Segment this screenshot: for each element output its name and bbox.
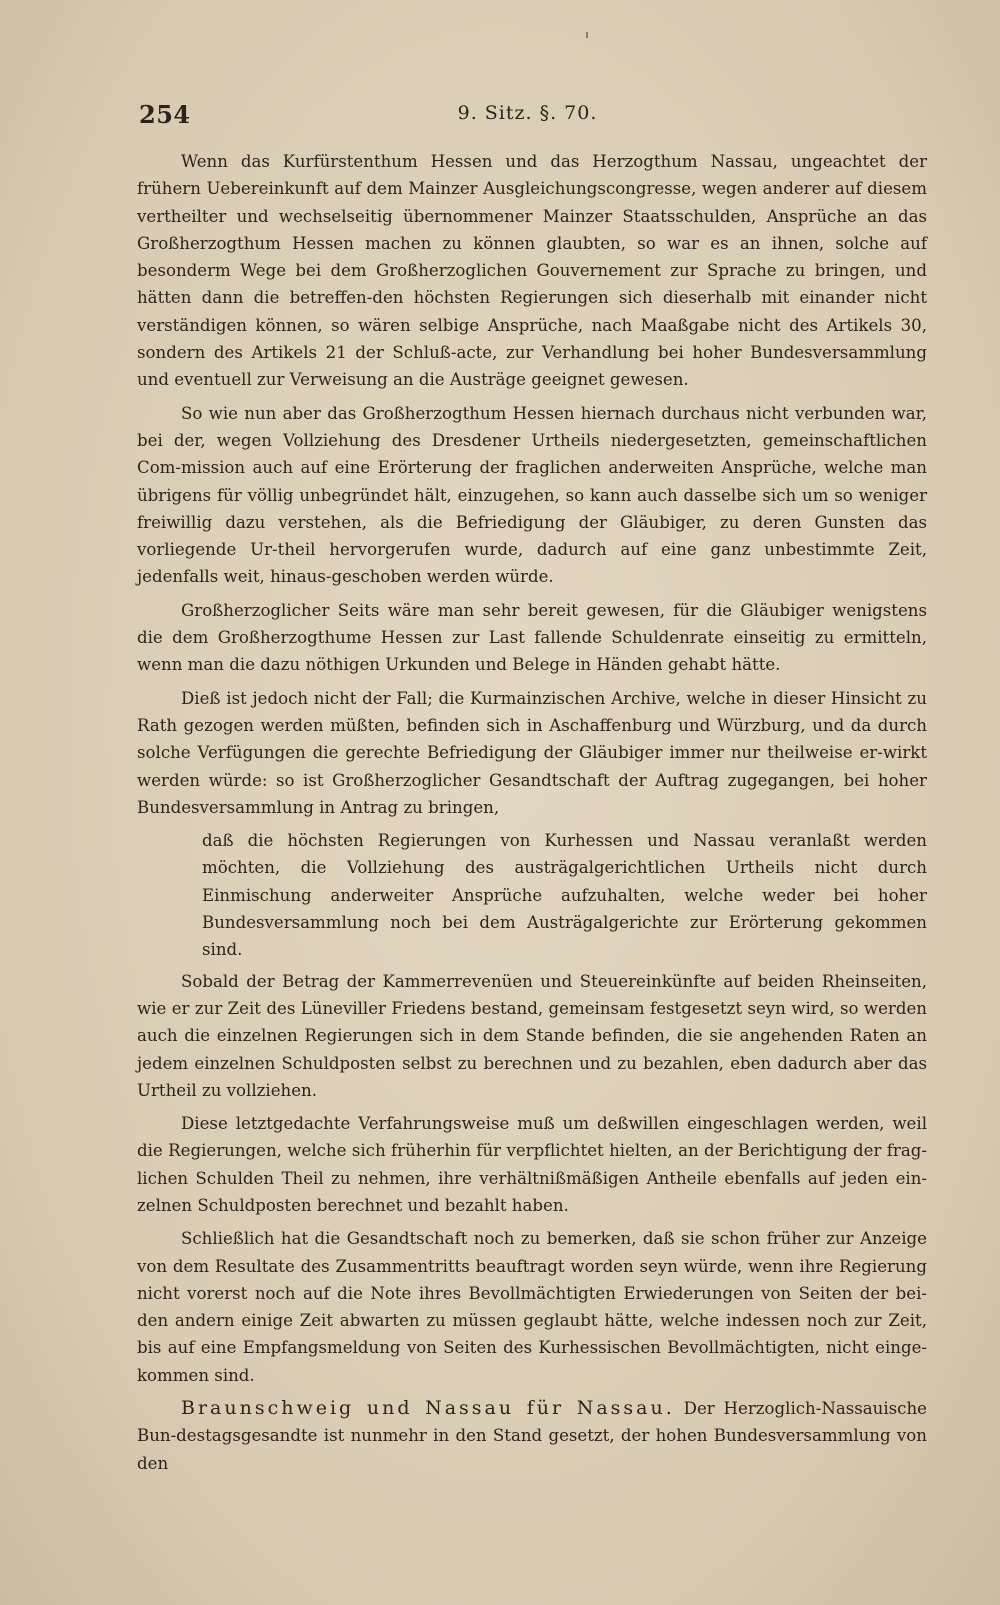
paragraph: Dieß ist jedoch nicht der Fall; die Kurmainzischen Archive, welche in dieser Hinsicht zu Rath gezogen werden müßten, befinden sich in Aschaffenburg und Würzburg, und da durch solche Verfügungen die gerechte Befriedigung der Gläubiger immer nur theilweise er-wirkt werden würde: so ist Großherzoglicher Gesandtschaft der Auftrag zugegangen, bei hoher Bundesversammlung in Antrag zu bringen,	[137, 688, 927, 817]
paragraph-text: Der Herzoglich-Nassauische Bun-destagsgesandte ist nunmehr in den Stand gesetzt, der hohen Bundesversammlung von den	[137, 1399, 927, 1473]
paragraph-last	[137, 1395, 927, 1477]
paragraph: Schließlich hat die Gesandtschaft noch zu bemerken, daß sie schon früher zur Anzeige von dem Resultate des Zusammentritts beauftragt worden seyn würde, wenn ihre Regierung nicht vorerst noch auf die Note ihres Bevollmächtigten Erwiederungen von Seiten der bei-den andern einige Zeit abwarten zu müssen geglaubt hätte, welche indessen noch zur Zeit, bis auf eine Empfangsmeldung von Seiten des Kurhessischen Bevollmächtigten, nicht einge-kommen sind.	[137, 1229, 927, 1385]
paragraph: Diese letztgedachte Verfahrungsweise muß um deßwillen eingeschlagen werden, weil die Regierungen, welche sich früherhin für verpflichtet hielten, an der Berichtigung der frag-lichen Schulden Theil zu nehmen, ihre verhältnißmäßigen Antheile ebenfalls auf jeden ein-zelnen Schuldposten berechnet und bezahlt haben.	[137, 1114, 927, 1215]
margin-mark	[586, 32, 588, 38]
paragraph: Wenn das Kurfürstenthum Hessen und das Herzogthum Nassau, ungeachtet der frühern Uebereinkunft auf dem Mainzer Ausgleichungscongresse, wegen anderer auf diesem vertheilter und wechselseitig übernommener Mainzer Staatsschulden, Ansprüche an das Großherzogthum Hessen machen zu können glaubten, so war es an ihnen, solche auf besonderm Wege bei dem Großherzoglichen Gouvernement zur Sprache zu bringen, und hätten dann die betreffen-den höchsten Regierungen sich dieserhalb mit einander nicht verständigen können, so wären selbige Ansprüche, nach Maaßgabe nicht des Artikels 30, sondern des Artikels 21 der Schluß-acte, zur Verhandlung bei hoher Bundesversammlung und eventuell zur Verweisung an die Austräge geeignet gewesen.	[137, 152, 927, 390]
section-heading: Braunschweig und Nassau für Nassau.	[181, 1397, 675, 1420]
paragraph: Sobald der Betrag der Kammerrevenüen und Steuereinkünfte auf beiden Rheinseiten, wie er zur Zeit des Lüneviller Friedens bestand, gemeinsam festgesetzt seyn wird, so werden auch die einzelnen Regierungen sich in dem Stande befinden, die sie angehenden Raten an jedem einzelnen Schuldposten selbst zu berechnen und zu bezahlen, eben dadurch aber das Urtheil zu vollziehen.	[137, 971, 927, 1100]
paragraph: So wie nun aber das Großherzogthum Hessen hiernach durchaus nicht verbunden war, bei der, wegen Vollziehung des Dresdener Urtheils niedergesetzten, gemeinschaftlichen Com-mission auch auf eine Erörterung der fraglichen anderweiten Ansprüche, welche man übrigens für völlig unbegründet hält, einzugehen, so kann auch dasselbe sich um so weniger freiwillig dazu verstehen, als die Befriedigung der Gläubiger, zu deren Gunsten das vorliegende Ur-theil hervorgerufen wurde, dadurch auf eine ganz unbestimmte Zeit, jedenfalls weit, hinaus-geschoben werden würde.	[137, 403, 927, 587]
page-number: 254	[139, 100, 191, 129]
paragraph: Großherzoglicher Seits wäre man sehr bereit gewesen, für die Gläubiger wenigstens die dem Großherzogthume Hessen zur Last fallende Schuldenrate einseitig zu ermitteln, wenn man die dazu nöthigen Urkunden und Belege in Händen gehabt hätte.	[137, 600, 927, 675]
page-header	[137, 100, 918, 136]
running-head: 9. Sitz. §. 70.	[457, 102, 598, 124]
body-text	[137, 148, 927, 1483]
motion-quote: daß die höchsten Regierungen von Kurhessen und Nassau veranlaßt werden möchten, die Vollziehung des austrägalgerichtlichen Urtheils nicht durch Einmischung anderweiter Ansprüche aufzuhalten, welche weder bei hoher Bundesversammlung noch bei dem Austrägalgerichte zur Erörterung gekommen sind.	[202, 831, 927, 960]
